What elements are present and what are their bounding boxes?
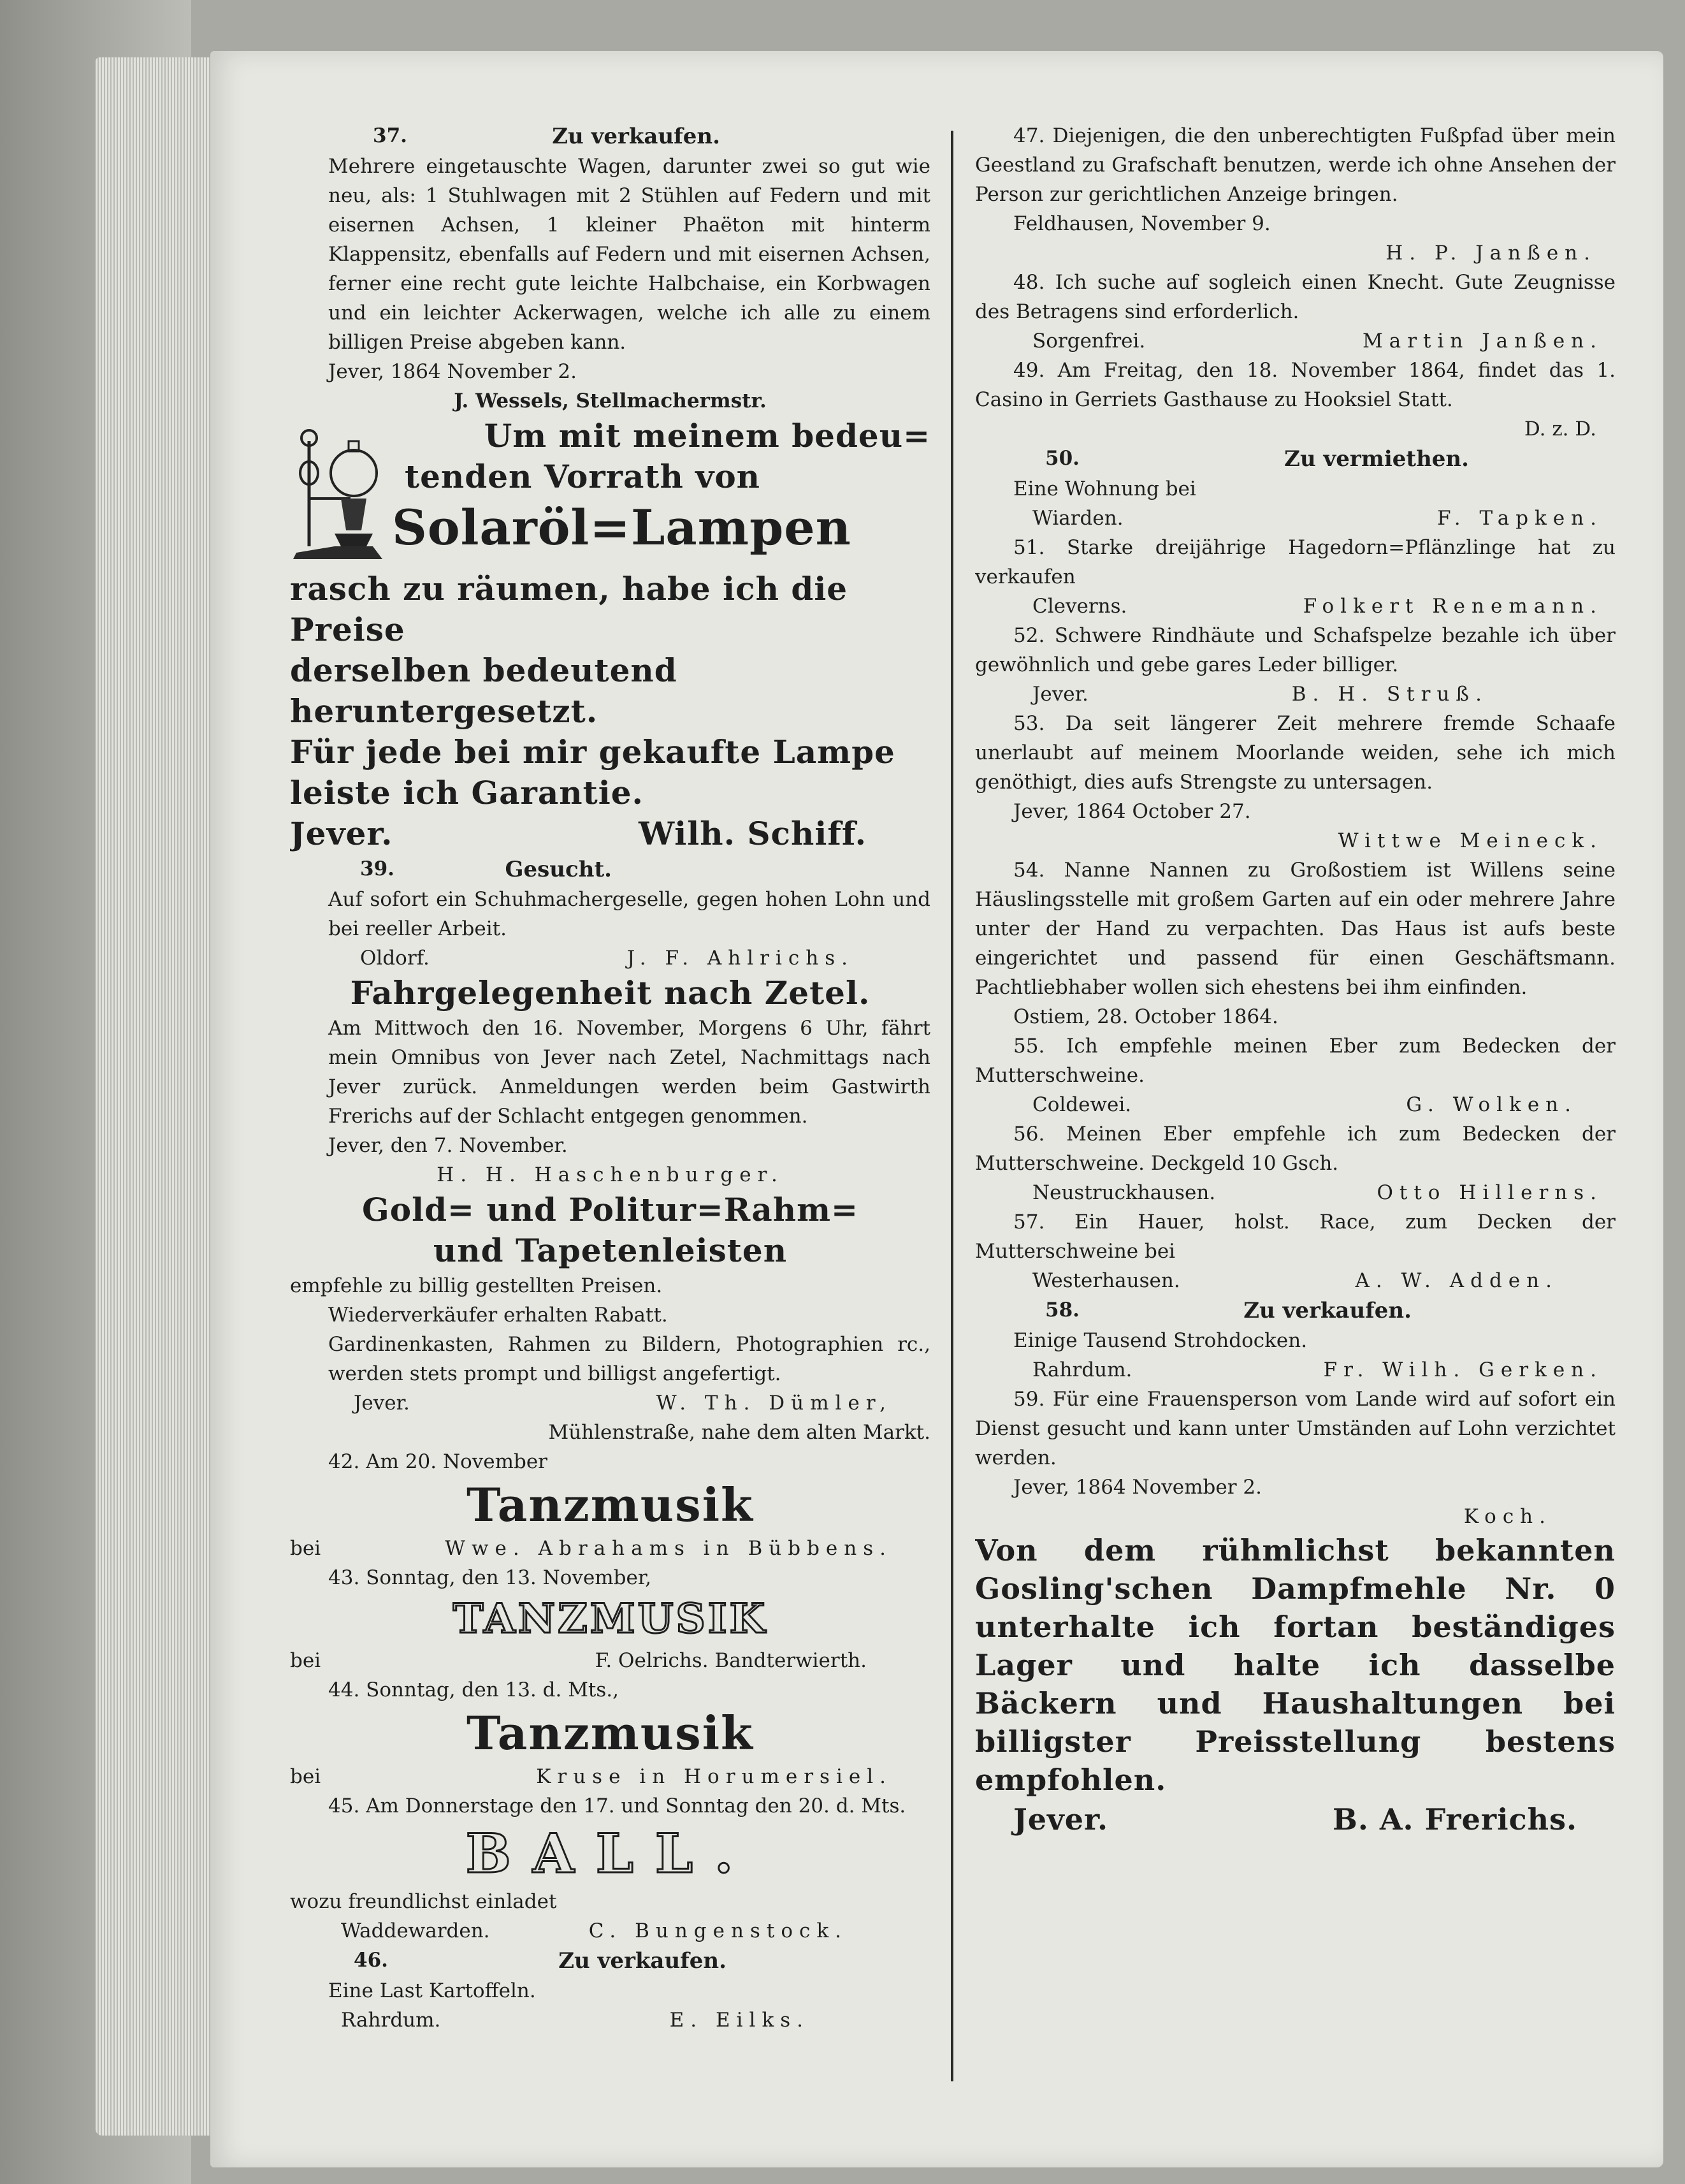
ad-signature: A. W. Adden. [1355,1269,1558,1292]
ad-signature: Martin Janßen. [1363,330,1603,353]
ad-bei: bei [290,1537,321,1560]
ad-signature: E. Eilks. [669,2009,809,2032]
ad-heading: 43. Sonntag, den 13. November, [328,1566,652,1589]
ad-heading: Zu verkaufen. [558,1948,727,1974]
ad-number: 46. [354,1949,388,1972]
ad-signature: F. Tapken. [1437,507,1603,530]
ad-48 [975,268,1616,356]
ad-59 [975,1385,1616,1531]
ad-date: Jever, 1864 October 27. [1013,800,1251,823]
ad-signature: Kruse in Horumersiel. [536,1765,892,1788]
ad-body: 52. Schwere Rindhäute und Schafspelze bezahle ich über gewöhnlich und gebe gares Leder billiger. [975,624,1616,676]
ad-body: 59. Für eine Frauensperson vom Lande wird auf sofort ein Dienst gesucht und kann unter Umständen auf Lohn verzichtet werden. [975,1388,1616,1469]
ad-57 [975,1207,1616,1295]
ad-body: 54. Nanne Nannen zu Großostiem ist Willens seine Häuslingsstelle mit großem Garten auf ein oder mehrere Jahre unter der Hand zu verpachten. Das Haus ist aufs beste eingerichtet und passend für einen Geschäftsmann. Pachtliebhaber wollen sich ehestens bei ihm einfinden. [975,859,1616,999]
ad-date: Jever, 1864 November 2. [1013,1476,1262,1499]
ad-heading: Zu verkaufen. [552,124,720,149]
ad-50 [975,444,1616,533]
ad-52 [975,621,1616,709]
ad-heading: 45. Am Donnerstage den 17. und Sonntag den 20. d. Mts. [328,1795,906,1817]
ad-49 [975,356,1616,444]
column-divider [951,131,953,2081]
ad-51 [975,533,1616,621]
ad-signature: J. F. Ahlrichs. [626,947,854,970]
ad-place: Rahrdum. [1032,1358,1132,1381]
ad-place: Jever. [1032,683,1088,706]
ad-body: 51. Starke dreijährige Hagedorn=Pflänzlinge hat zu verkaufen [975,536,1616,588]
ad-place: Cleverns. [1032,595,1127,618]
ad-signature: F. Oelrichs. Bandterwierth. [595,1649,867,1672]
ad-title: Fahrgelegenheit nach Zetel. [350,974,871,1012]
ad-signature: C. Bungenstock. [588,1919,848,1942]
ad-title: Tanzmusik [466,1706,754,1760]
ad-place: Waddewarden. [341,1919,490,1942]
ad-47 [975,121,1616,268]
ad-heading: Gesucht. [505,857,612,882]
ad-body: 47. Diejenigen, die den unberechtigten Fußpfad über mein Geestland zu Grafschaft benutzen, werde ich ohne Ansehen der Person zur gerichtlichen Anzeige bringen. [975,124,1616,206]
ad-place: Oldorf. [360,947,430,970]
ad-number: 37. [373,124,407,147]
ad-signature: Fr. Wilh. Gerken. [1323,1358,1603,1381]
ad-signature: Wilh. Schiff. [639,815,867,852]
ad-signature: Koch. [1463,1505,1552,1528]
ad-body: 49. Am Freitag, den 18. November 1864, findet das 1. Casino in Gerriets Gasthause zu Hooksiel Statt. [975,359,1616,411]
ad-60 [975,1531,1616,1840]
ad-place: Wiarden. [1032,507,1124,530]
ad-body: Am Mittwoch den 16. November, Morgens 6 Uhr, fährt mein Omnibus von Jever nach Zetel, Nachmittags nach Jever zurück. Anmeldungen werden beim Gastwirth Frerichs auf der Schlacht entgegen genommen. [328,1017,930,1128]
ad-53 [975,709,1616,855]
ad-place: Rahrdum. [341,2009,441,2032]
ad-46 [290,1946,930,2035]
lamp-line-2: tenden Vorrath von [405,458,761,495]
ad-signature: G. Wolken. [1406,1093,1577,1116]
ad-body: 53. Da seit längerer Zeit mehrere fremde Schaafe unerlaubt auf meinem Moorlande weiden, sehe ich mich genöthigt, dies aufs Strengste zu untersagen. [975,712,1616,794]
ad-title: BALL. [465,1822,755,1885]
ad-56 [975,1119,1616,1207]
ad-43 [290,1563,930,1675]
ad-date: Jever, den 7. November. [328,1134,568,1157]
lamp-line-6: Für jede bei mir gekaufte Lampe [290,733,895,771]
lamp-title: Solaröl=Lampen [392,499,851,556]
ad-body: Gardinenkasten, Rahmen zu Bildern, Photographien rc., werden stets prompt und billigst angefertigt. [328,1333,930,1385]
ad-signature: B. H. Struß. [1291,683,1488,706]
ad-58 [975,1295,1616,1385]
ad-heading: 44. Sonntag, den 13. d. Mts., [328,1678,619,1701]
ad-title: und Tapetenleisten [433,1232,788,1269]
ad-42 [290,1447,930,1563]
ad-44 [290,1675,930,1791]
ad-signature: D. z. D. [1524,418,1596,440]
ad-place: Sorgenfrei. [1032,330,1146,353]
ad-number: 39. [360,857,394,880]
ad-body: 56. Meinen Eber empfehle ich zum Bedecken der Mutterschweine. Deckgeld 10 Gsch. [975,1123,1616,1175]
right-column [975,121,1616,2104]
ad-body: 48. Ich suche auf sogleich einen Knecht. Gute Zeugnisse des Betragens sind erforderlich. [975,271,1616,323]
ad-signature: H. P. Janßen. [1385,242,1596,265]
ad-place: Jever. [354,1392,410,1415]
ad-55 [975,1031,1616,1119]
ad-signature: Wittwe Meineck. [1338,829,1603,852]
ad-signature: H. H. Haschenburger. [437,1163,784,1186]
ad-place: Westerhausen. [1032,1269,1180,1292]
lamp-line-7: leiste ich Garantie. [290,774,644,812]
ad-38-lamps [290,416,930,854]
ad-39 [290,854,930,973]
lamp-line-1: Um mit meinem bedeu= [484,417,930,455]
ad-place: Neustruckhausen. [1032,1181,1216,1204]
ad-signature: Otto Hillerns. [1377,1181,1603,1204]
ad-date: Ostiem, 28. October 1864. [1013,1005,1278,1028]
ad-41 [290,1190,930,1447]
ad-40 [290,973,930,1190]
ad-number: 50. [1045,447,1080,470]
ad-body: Auf sofort ein Schuhmachergeselle, gegen hohen Lohn und bei reeller Arbeit. [328,888,930,940]
ad-body: Eine Wohnung bei [1013,477,1196,500]
ad-date: Jever, 1864 November 2. [328,360,577,383]
ad-signature: J. Wessels, Stellmachermstr. [454,389,767,412]
ad-signature: Wwe. Abrahams in Bübbens. [445,1537,892,1560]
left-column [290,121,930,2104]
ad-54 [975,855,1616,1031]
ad-title: Gold= und Politur=Rahm= [362,1191,858,1228]
ad-date: Feldhausen, November 9. [1013,212,1271,235]
ad-body: Mehrere eingetauschte Wagen, darunter zwei so gut wie neu, als: 1 Stuhlwagen mit 2 Stühlen auf Federn und mit eisernen Achsen, 1 kleiner Phaëton mit hinterm Klappensitz, ebenfalls auf Federn und mit eisernen Achsen, ferner eine recht gute leichte Halbchaise, ein Korbwagen und ein leichter Ackerwagen, welche ich alle zu einem billigen Preise abgeben kann. [328,155,930,354]
ad-body: 55. Ich empfehle meinen Eber zum Bedecken der Mutterschweine. [975,1035,1616,1087]
ad-place: Jever. [290,815,393,852]
ad-body: Einige Tausend Strohdocken. [1013,1329,1308,1352]
ad-45 [290,1791,930,1946]
ad-signature: B. A. Frerichs. [1332,1802,1577,1837]
ad-heading: Zu vermiethen. [1284,446,1469,472]
ad-address: Mühlenstraße, nahe dem alten Markt. [548,1421,930,1444]
ad-bei: bei [290,1649,321,1672]
ad-body: Eine Last Kartoffeln. [328,1979,536,2002]
ad-place: Jever. [1013,1802,1109,1837]
lamp-line-4: rasch zu räumen, habe ich die Preise [290,570,848,648]
lamp-icon [290,416,386,569]
ad-signature: W. Th. Dümler, [656,1392,892,1415]
ad-bei: bei [290,1765,321,1788]
ad-body: Von dem rühmlichst bekannten Gosling'schen Dampfmehle Nr. 0 unterhalte ich fortan beständiges Lager und halte ich dasselbe Bäckern und Haushaltungen bei billigster Preisstellung bestens empfohlen. [975,1533,1616,1797]
ad-signature: Folkert Renemann. [1303,595,1603,618]
ad-title: TANZMUSIK [452,1595,768,1643]
ad-invite: wozu freundlichst einladet [290,1890,557,1913]
ad-heading: Zu verkaufen. [1243,1298,1412,1323]
ad-title: Tanzmusik [466,1478,754,1532]
lamp-line-5: derselben bedeutend heruntergesetzt. [290,652,677,730]
ad-body: 57. Ein Hauer, holst. Race, zum Decken der Mutterschweine bei [975,1211,1616,1263]
page-edges [96,57,223,2136]
ad-line: empfehle zu billig gestellten Preisen. [290,1274,663,1297]
ad-line: Wiederverkäufer erhalten Rabatt. [328,1304,668,1327]
ad-number: 58. [1045,1299,1080,1321]
ad-place: Coldewei. [1032,1093,1132,1116]
ad-37 [290,121,930,416]
ad-heading: 42. Am 20. November [328,1450,547,1473]
